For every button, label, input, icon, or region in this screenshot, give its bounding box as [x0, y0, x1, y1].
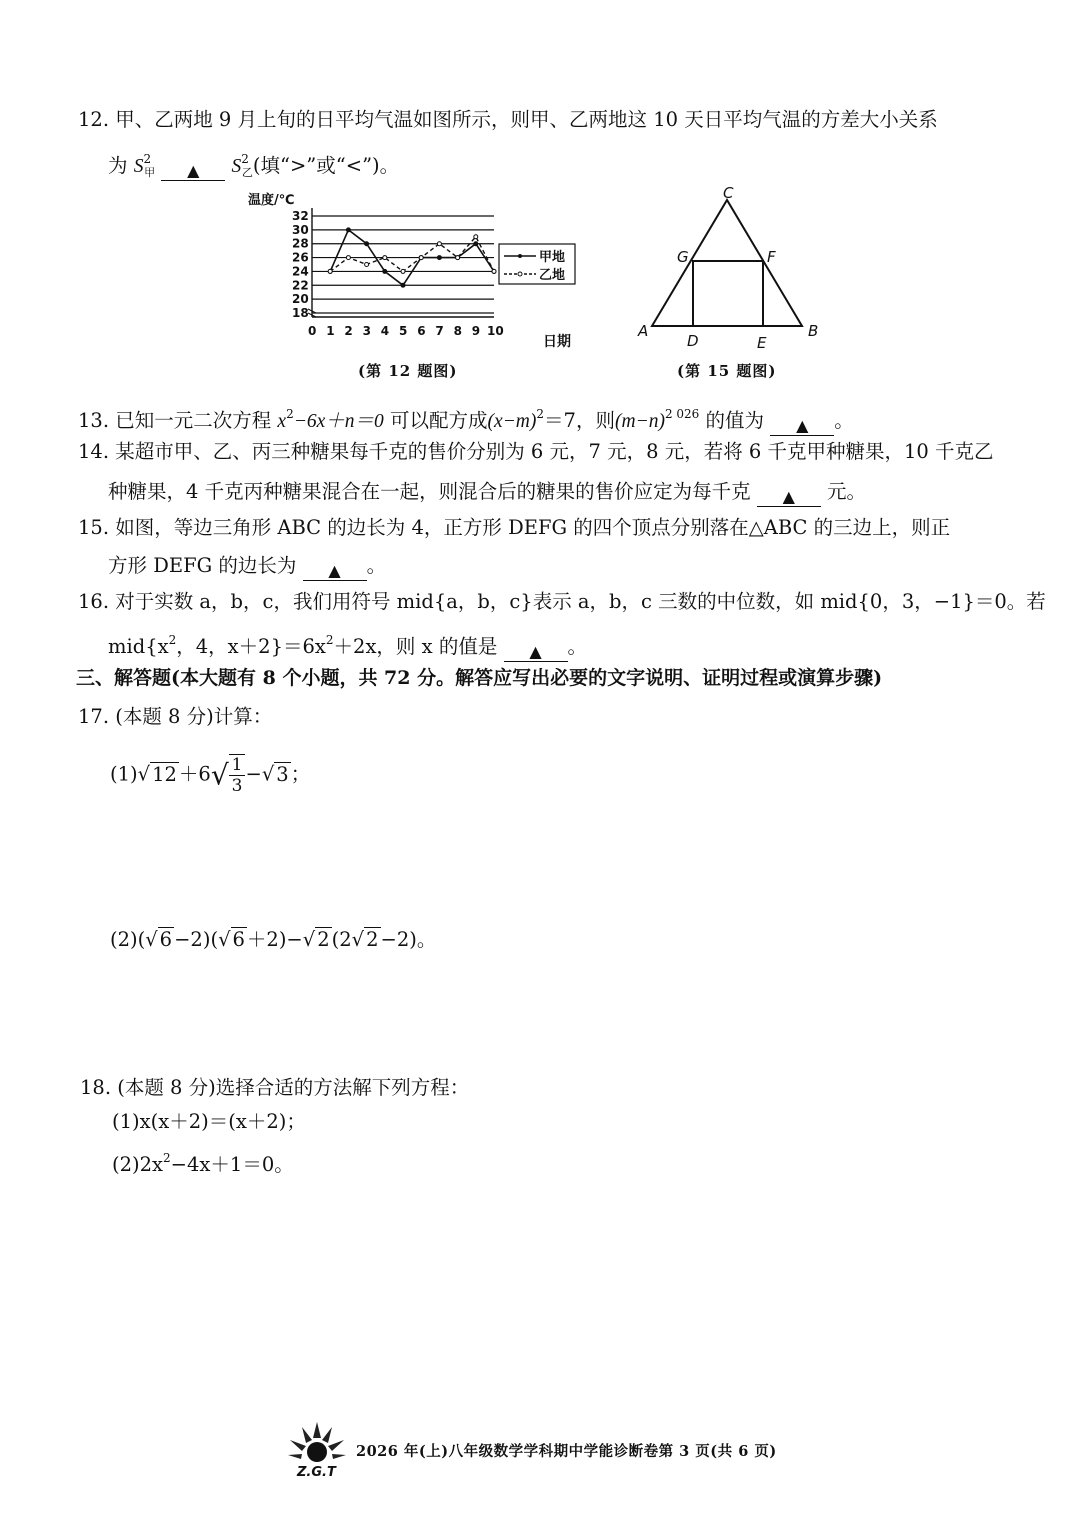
q17-part1: (1)√ 12 ＋6√ $\frac{1}{3}$ −√ 3 ；: [110, 755, 311, 796]
y-tick-label-32: 32: [292, 209, 309, 223]
point-jia-9: [474, 242, 478, 246]
legend-label-jia: 甲地: [539, 250, 566, 265]
square-defg: [693, 261, 763, 326]
x-tick-label-4: 4: [380, 324, 390, 338]
label-c: C: [723, 184, 734, 202]
q17-title: 17. (本题 8 分)计算：: [78, 705, 273, 728]
point-yi-4: [383, 256, 387, 260]
y-tick-label-22: 22: [292, 278, 309, 293]
section-3-heading: 三、解答题(本大题有 8 个小题，共 72 分。解答应写出必要的文字说明、证明过程或演算步骤): [76, 667, 883, 689]
zgt-logo: [284, 1418, 350, 1480]
x-tick-label-7: 7: [435, 324, 444, 338]
q17-part2: (2)(√ 6 −2)(√ 6 ＋2)−√ 2 (2√ 2 −2)。: [110, 928, 437, 951]
y-tick-label-26: 26: [292, 250, 309, 265]
point-jia-2: [346, 228, 350, 232]
q16-line2: $mid\{x^2$，4，$x+2\}=6x^2+2x$，则 x 的值是 ▲ 。: [108, 633, 588, 661]
q18-eq2: $(2)2x^2-4x+1=0$。: [112, 1151, 294, 1176]
label-e: E: [757, 334, 767, 352]
point-yi-8: [456, 256, 460, 260]
x-tick-label-2: 2: [344, 324, 353, 338]
q16-line1: 16. 对于实数 a，b，c，我们用符号 mid{a，b，c}表示 a，b，c 三数的中位数，如 mid{0，3，−1}＝0。若: [78, 590, 1046, 613]
logo-sun: [307, 1442, 327, 1462]
y-tick-label-24: 24: [292, 264, 309, 279]
q14-line2: 种糖果，4 千克丙种糖果混合在一起，则混合后的糖果的售价应定为每千克 ▲ 元。: [108, 480, 867, 506]
chart-xlabel: 日期: [543, 334, 571, 350]
x-tick-label-5: 5: [399, 324, 408, 338]
legend-marker-jia: [518, 254, 522, 258]
q14-line1: 14. 某超市甲、乙、丙三种糖果每千克的售价分别为 6 元，7 元，8 元，若将 6 千克甲种糖果，10 千克乙: [78, 440, 994, 463]
q13-line: 13. 已知一元二次方程 $x^2-6x+n=0$ 可以配方成$(x-m)^2=7$，则$(m-n)^{2 026}$ 的值为 ▲ 。: [78, 407, 854, 435]
point-jia-4: [383, 269, 387, 273]
page-footer: 2026 年(上)八年级数学学科期中学能诊断卷第 3 页(共 6 页): [356, 1443, 777, 1460]
series-line-yi: [330, 237, 494, 272]
legend-marker-yi: [518, 272, 522, 276]
q15-line1: 15. 如图，等边三角形 ABC 的边长为 4，正方形 DEFG 的四个顶点分别落在△ABC 的三边上，则正: [78, 516, 951, 539]
q15-triangle-figure: [630, 184, 830, 354]
x-tick-label-6: 6: [417, 324, 426, 338]
q18-title: 18. (本题 8 分)选择合适的方法解下列方程：: [80, 1076, 470, 1099]
legend-label-yi: 乙地: [539, 268, 566, 283]
q16-answer-blank[interactable]: ▲: [504, 637, 568, 662]
point-yi-6: [419, 256, 423, 260]
chart-ylabel: 温度/℃: [248, 193, 295, 208]
point-yi-3: [365, 263, 369, 267]
point-jia-3: [365, 242, 369, 246]
triangle-abc: [652, 200, 802, 326]
y-tick-label-20: 20: [292, 292, 309, 307]
point-yi-2: [346, 256, 350, 260]
label-d: D: [687, 332, 699, 350]
x-tick-label-0: 0: [308, 324, 317, 338]
x-tick-label-9: 9: [471, 324, 481, 338]
x-tick-label-1: 1: [326, 324, 335, 338]
q18-eq1: (1)x(x＋2)＝(x＋2)；: [112, 1110, 306, 1133]
point-yi-9: [474, 235, 478, 239]
q12-line2: 为 $S^2_甲$ ▲ $S^2_乙$(填“>”或“<”)。: [108, 152, 400, 180]
label-g: G: [677, 248, 689, 266]
point-yi-7: [437, 242, 441, 246]
q15-line2: 方形 DEFG 的边长为 ▲ 。: [108, 554, 387, 580]
point-yi-10: [492, 269, 496, 273]
y-tick-label-18: 18: [292, 306, 309, 320]
q12-figure-caption: (第 12 题图): [358, 362, 458, 380]
point-yi-1: [328, 269, 332, 273]
label-f: F: [767, 248, 776, 266]
point-jia-7: [437, 256, 441, 260]
point-jia-5: [401, 283, 405, 287]
x-tick-label-3: 3: [362, 324, 371, 338]
y-tick-label-28: 28: [292, 236, 309, 251]
q13-answer-blank[interactable]: ▲: [770, 411, 834, 436]
q12-line1: 12. 甲、乙两地 9 月上旬的日平均气温如图所示，则甲、乙两地这 10 天日平均气温的方差大小关系: [78, 108, 938, 131]
x-tick-label-8: 8: [453, 324, 462, 338]
q15-answer-blank[interactable]: ▲: [303, 556, 367, 581]
logo-text: Z.G.T: [297, 1465, 336, 1480]
q12-answer-blank[interactable]: ▲: [161, 156, 225, 181]
q15-figure-caption: (第 15 题图): [677, 362, 777, 380]
label-a: A: [638, 322, 649, 340]
q12-line-chart: [240, 186, 590, 352]
x-tick-label-10: 10: [487, 324, 504, 338]
label-b: B: [808, 322, 819, 340]
y-tick-label-30: 30: [292, 222, 309, 237]
q14-answer-blank[interactable]: ▲: [757, 482, 821, 507]
point-yi-5: [401, 269, 405, 273]
